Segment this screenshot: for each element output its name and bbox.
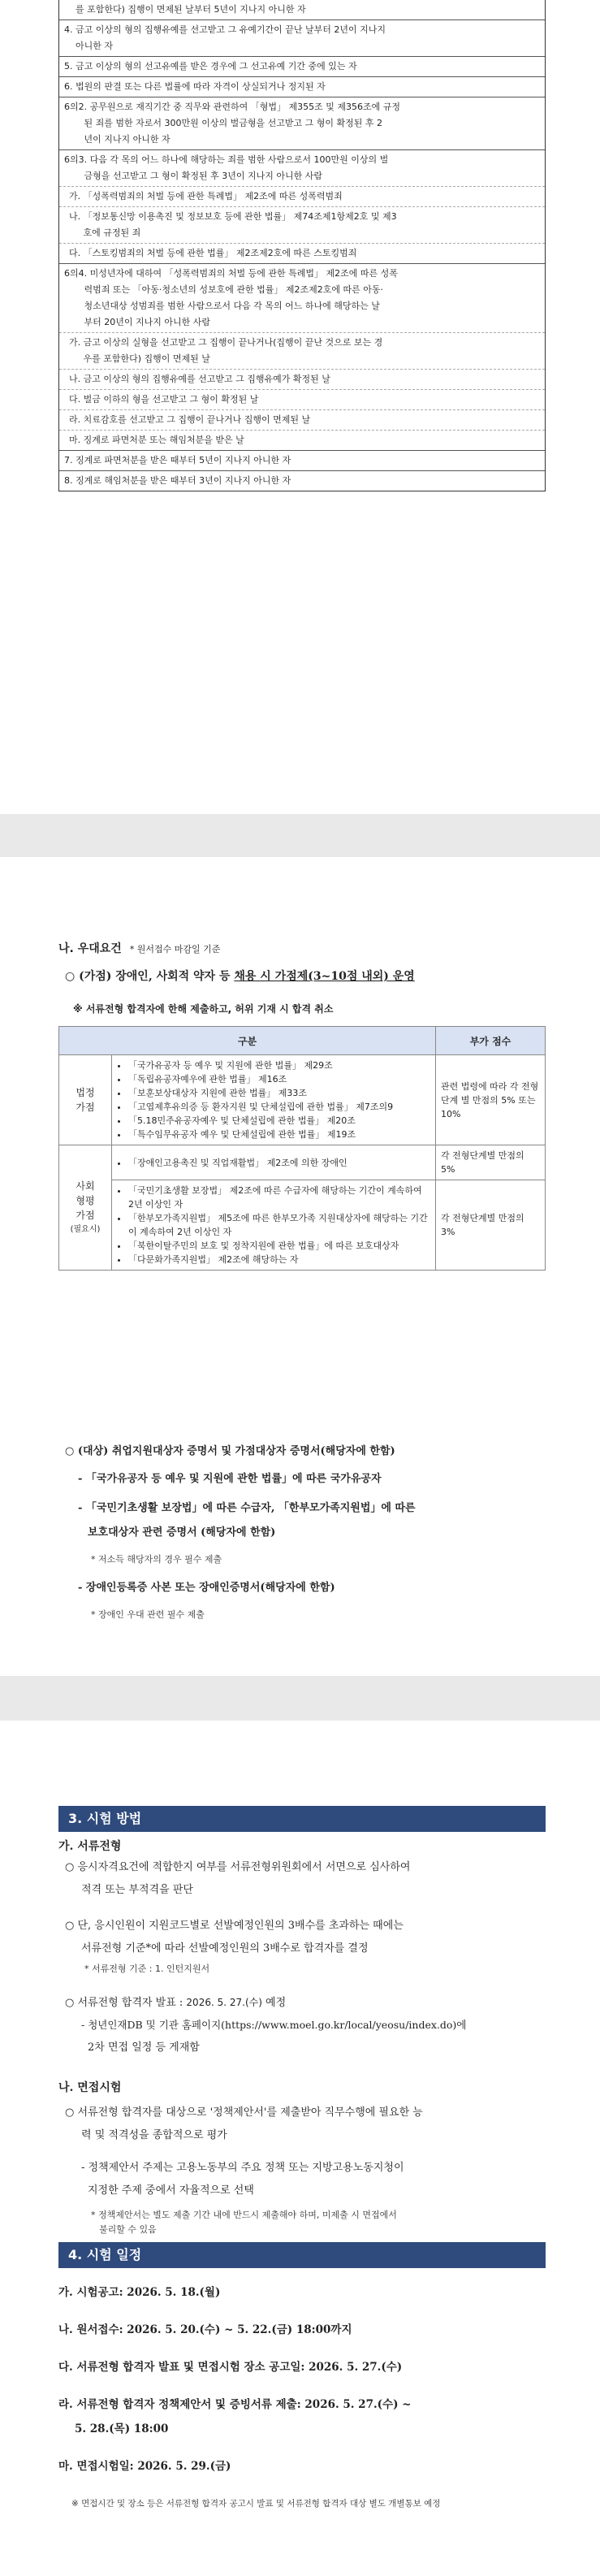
disqualification-line: 6의2. 공무원으로 재직기간 중 직무와 관련하여 「형법」 제355조 및 제356조에 규정 <box>64 102 400 112</box>
disqualification-line: 라. 치료감호를 선고받고 그 집행이 끝나거나 집행이 면제된 날 <box>69 414 311 425</box>
bonus-category-line: 가점 <box>76 1209 95 1221</box>
schedule-item-continued <box>75 2418 168 2440</box>
bonus-category-line: (필요시) <box>70 1224 101 1234</box>
bonus-score: 관련 법령에 따라 각 전형단계 별 만점의 5% 또는 10% <box>436 1055 546 1145</box>
schedule-item <box>58 2455 231 2478</box>
disqualification-item <box>59 186 545 206</box>
screening-announcement <box>65 1990 286 2015</box>
page-3 <box>0 1721 600 2576</box>
interview-line2: 력 및 적격성을 종합적으로 평가 <box>81 2129 227 2141</box>
warning-note: ※ 서류전형 합격자에 한해 제출하고, 허위 기재 시 합격 취소 <box>73 1003 334 1015</box>
disqualification-item <box>59 409 545 430</box>
schedule-label: 가. 시험공고: <box>58 2286 127 2299</box>
dash-welfare-line1: - 「국민기초생활 보장법」에 따른 수급자, 「한부모가족지원법」에 따른 <box>78 1502 416 1514</box>
proposal-note-line2: 불리할 수 있음 <box>99 2224 157 2235</box>
table-header-category: 구분 <box>59 1027 436 1055</box>
schedule-value: 5. 28.(목) 18:00 <box>75 2422 169 2435</box>
section-exam-method: 3. 시험 방법 <box>58 1806 546 1832</box>
bonus-law-item: • 「한부모가족지원법」 제5조에 따른 한부모가족 지원대상자에 해당하는 기간이 계속하여 2년 이상인 자 <box>128 1211 430 1239</box>
bonus-category <box>59 1055 112 1145</box>
disqualification-line: 5. 금고 이상의 형의 선고유예를 받은 경우에 그 선고유예 기간 중에 있는 자 <box>64 61 357 71</box>
disqualification-item <box>59 243 545 263</box>
schedule-item <box>58 2356 402 2379</box>
preference-heading-text: 나. 우대요건 <box>58 942 122 955</box>
bonus-points-table <box>58 1026 546 1271</box>
bonus-law-item: • 「국민기초생활 보장법」 제2조에 따른 수급자에 해당하는 기간이 계속하여 2년 이상인 자 <box>128 1184 430 1211</box>
bonus-bullet <box>65 968 415 984</box>
bonus-law-item: • 「독립유공자예우에 관한 법률」 제16조 <box>128 1072 430 1086</box>
screening-criteria-note: * 서류전형 기준 : 1. 인턴지원서 <box>84 1963 210 1974</box>
disqualification-line: 나. 「정보통신망 이용촉진 및 정보보호 등에 관한 법률」 제74조제1항제2호 및 제3 <box>69 211 397 222</box>
dash-welfare-line2: 보호대상자 관련 증명서 (해당자에 한함) <box>88 1526 276 1539</box>
homepage-line2: 2차 면접 일정 등 게재함 <box>88 2041 200 2054</box>
bonus-law-item: • 「국가유공자 등 예우 및 지원에 관한 법률」 제29조 <box>128 1059 430 1072</box>
bonus-law-list <box>112 1180 436 1271</box>
disqualification-line: 년이 지나지 아니한 자 <box>64 134 171 145</box>
proposal-note-line1: * 정책제안서는 별도 제출 기간 내에 반드시 제출해야 하며, 미제출 시 면접에서 <box>91 2210 397 2220</box>
screening-announcement-label: ○ 서류전형 합격자 발표 : <box>65 1997 187 2009</box>
schedule-label: 마. 면접시험일: <box>58 2460 138 2473</box>
screening-announcement-date: 2026. 5. 27.(수) <box>186 1997 262 2008</box>
bonus-category-line: 가점 <box>76 1102 95 1113</box>
schedule-value: 2026. 5. 18.(월) <box>127 2286 221 2299</box>
disqualification-line: 호에 규정된 죄 <box>69 227 141 238</box>
bonus-bullet-prefix: ○ (가점) 장애인, 사회적 약자 등 <box>65 970 235 983</box>
screening-announcement-suffix: 예정 <box>261 1997 287 2009</box>
bonus-score: 각 전형단계별 만점의 5% <box>436 1145 546 1180</box>
disqualification-item <box>59 0 545 19</box>
disqualification-line: 8. 징계로 해임처분을 받은 때부터 3년이 지나지 아니한 자 <box>64 475 291 486</box>
disqualification-line: 6의4. 미성년자에 대하여 「성폭력범죄의 처벌 등에 관한 특례법」 제2조에 따른 성폭 <box>64 268 398 279</box>
schedule-item <box>58 2318 352 2341</box>
target-bullet: ○ (대상) 취업지원대상자 증명서 및 가점대상자 증명서(해당자에 한함) <box>65 1445 395 1457</box>
disqualification-item <box>59 56 545 76</box>
bonus-category-line: 형평 <box>76 1194 95 1206</box>
bonus-law-list <box>112 1055 436 1145</box>
disqualification-item <box>59 19 545 56</box>
disqualification-line: 다. 벌금 이하의 형을 선고받고 그 형이 확정된 날 <box>69 394 259 405</box>
disqualification-line: 4. 금고 이상의 형의 집행유예를 선고받고 그 유예기간이 끝난 날부터 2년이 지나지 <box>64 24 386 35</box>
page-2 <box>0 857 600 1676</box>
disqualification-item <box>59 76 545 97</box>
schedule-value: 2026. 5. 20.(수) ~ 5. 22.(금) 18:00까지 <box>127 2323 352 2336</box>
screening-multiple-line1: ○ 단, 응시인원이 지원코드별로 선발예정인원의 3배수를 초과하는 때에는 <box>65 1920 404 1932</box>
schedule-item <box>58 2393 412 2416</box>
preference-note: * 원서접수 마감일 기준 <box>129 944 221 955</box>
section-exam-schedule: 4. 시험 일정 <box>58 2242 546 2268</box>
disqualification-line: 아니한 자 <box>64 41 113 51</box>
bonus-law-item: • 「5.18민주유공자예우 및 단체설립에 관한 법률」 제20조 <box>128 1114 430 1128</box>
schedule-value: 2026. 5. 27.(수) ~ <box>304 2398 412 2411</box>
proposal-line1: - 정책제안서 주제는 고용노동부의 주요 정책 또는 지방고용노동지청이 <box>81 2162 404 2174</box>
disqualification-line: 금형을 선고받고 그 형이 확정된 후 3년이 지나지 아니한 사람 <box>64 171 322 181</box>
homepage-line1: - 청년인재DB 및 기관 홈페이지(https://www.moel.go.kr/local/yeosu/index.do)에 <box>81 2019 467 2031</box>
table-row <box>59 1180 546 1271</box>
table-row <box>59 1145 546 1180</box>
disqualification-line: 우를 포함한다) 집행이 면제된 날 <box>69 353 210 364</box>
disqualification-item <box>59 149 545 186</box>
bonus-law-item: • 「고엽제후유의증 등 환자지원 및 단체설립에 관한 법률」 제7조의9 <box>128 1100 430 1114</box>
bonus-law-item: • 「북한이탈주민의 보호 및 정착지원에 관한 법률」에 따른 보호대상자 <box>128 1239 430 1253</box>
disqualification-line: 7. 징계로 파면처분을 받은 때부터 5년이 지나지 아니한 자 <box>64 455 291 465</box>
document-screening-heading: 가. 서류전형 <box>58 1840 122 1853</box>
schedule-label: 나. 원서접수: <box>58 2323 127 2336</box>
screening-multiple-line2: 서류전형 기준*에 따라 선발예정인원의 3배수로 합격자를 결정 <box>81 1942 369 1955</box>
disqualification-item <box>59 263 545 332</box>
disqualification-table <box>58 0 546 491</box>
disqualification-line: 청소년대상 성범죄를 범한 사람으로서 다음 각 목의 어느 하나에 해당하는 날 <box>64 301 380 311</box>
disqualification-item <box>59 97 545 149</box>
disqualification-item <box>59 332 545 369</box>
disqualification-line: 력범죄 또는 「아동·청소년의 성보호에 관한 법률」 제2조제2호에 따른 아동· <box>64 284 383 295</box>
dash-veterans: - 「국가유공자 등 예우 및 지원에 관한 법률」에 따른 국가유공자 <box>78 1473 382 1485</box>
bonus-category-line: 사회 <box>76 1180 95 1192</box>
preference-heading <box>58 940 220 956</box>
dash-disability: - 장애인등록증 사본 또는 장애인증명서(해당자에 한함) <box>78 1582 335 1594</box>
schedule-label: 라. 서류전형 합격자 정책제안서 및 증빙서류 제출: <box>58 2398 305 2411</box>
bonus-category-line: 법정 <box>76 1087 95 1098</box>
bonus-law-item: • 「다문화가족지원법」 제2조에 해당하는 자 <box>128 1253 430 1266</box>
bonus-law-item: • 「특수임무유공자 예우 및 단체설립에 관한 법률」 제19조 <box>128 1128 430 1141</box>
disqualification-line: 다. 「스토킹범죄의 처벌 등에 관한 법률」 제2조제2호에 따른 스토킹범죄 <box>69 248 357 258</box>
schedule-value: 2026. 5. 27.(수) <box>309 2361 403 2374</box>
disqualification-line: 6. 법원의 판결 또는 다른 법률에 따라 자격이 상실되거나 정지된 자 <box>64 81 326 92</box>
disqualification-line: 가. 금고 이상의 실형을 선고받고 그 집행이 끝나거나(집행이 끝난 것으로 보는 경 <box>69 337 383 348</box>
schedule-item <box>58 2281 220 2304</box>
screening-line1: ○ 응시자격요건에 적합한지 여부를 서류전형위원회에서 서면으로 심사하여 <box>65 1861 411 1873</box>
disqualification-item <box>59 369 545 389</box>
disability-note: * 장애인 우대 관련 필수 제출 <box>91 1609 205 1620</box>
bonus-law-list <box>112 1145 436 1180</box>
interview-heading: 나. 면접시험 <box>58 2081 122 2094</box>
disqualification-item <box>59 389 545 409</box>
schedule-label: 다. 서류전형 합격자 발표 및 면접시험 장소 공고일: <box>58 2361 309 2374</box>
schedule-footnote: ※ 면접시간 및 장소 등은 서류전형 합격자 공고시 발표 및 서류전형 합격자 대상 별도 개별통보 예정 <box>71 2499 441 2509</box>
disqualification-item <box>59 206 545 243</box>
disqualification-line: 마. 징계로 파면처분 또는 해임처분을 받은 날 <box>69 435 244 445</box>
bonus-category <box>59 1145 112 1271</box>
bonus-score: 각 전형단계별 만점의 3% <box>436 1180 546 1271</box>
schedule-value: 2026. 5. 29.(금) <box>137 2460 231 2473</box>
bonus-law-item: • 「장애인고용촉진 및 직업재활법」 제2조에 의한 장애인 <box>128 1156 430 1170</box>
disqualification-line: 6의3. 다음 각 목의 어느 하나에 해당하는 죄를 범한 사람으로서 100만원 이상의 벌 <box>64 154 389 165</box>
interview-line1: ○ 서류전형 합격자를 대상으로 '정책제안서'를 제출받아 직무수행에 필요한 능 <box>65 2106 423 2119</box>
table-row <box>59 1055 546 1145</box>
screening-line2: 적격 또는 부적격을 판단 <box>81 1884 193 1896</box>
bonus-bullet-underlined: 채용 시 가점제(3~10점 내외) 운영 <box>234 970 415 983</box>
disqualification-line: 된 죄를 범한 자로서 300만원 이상의 벌금형을 선고받고 그 형이 확정된 후 2 <box>64 118 382 128</box>
disqualification-item <box>59 470 545 491</box>
disqualification-item <box>59 430 545 450</box>
disqualification-item <box>59 450 545 470</box>
disqualification-line: 부터 20년이 지나지 아니한 사람 <box>64 317 210 327</box>
proposal-line2: 지정한 주제 중에서 자율적으로 선택 <box>88 2184 254 2197</box>
page-1 <box>0 0 600 814</box>
low-income-note: * 저소득 해당자의 경우 필수 제출 <box>91 1554 222 1565</box>
disqualification-line: 를 포함한다) 집행이 면제된 날부터 5년이 지나지 아니한 자 <box>64 4 306 15</box>
table-header-score: 부가 점수 <box>436 1027 546 1055</box>
disqualification-line: 가. 「성폭력범죄의 처벌 등에 관한 특례법」 제2조에 따른 성폭력범죄 <box>69 191 343 201</box>
disqualification-line: 나. 금고 이상의 형의 집행유예를 선고받고 그 집행유예가 확정된 날 <box>69 374 330 384</box>
bonus-law-item: • 「보훈보상대상자 지원에 관한 법률」 제33조 <box>128 1086 430 1100</box>
